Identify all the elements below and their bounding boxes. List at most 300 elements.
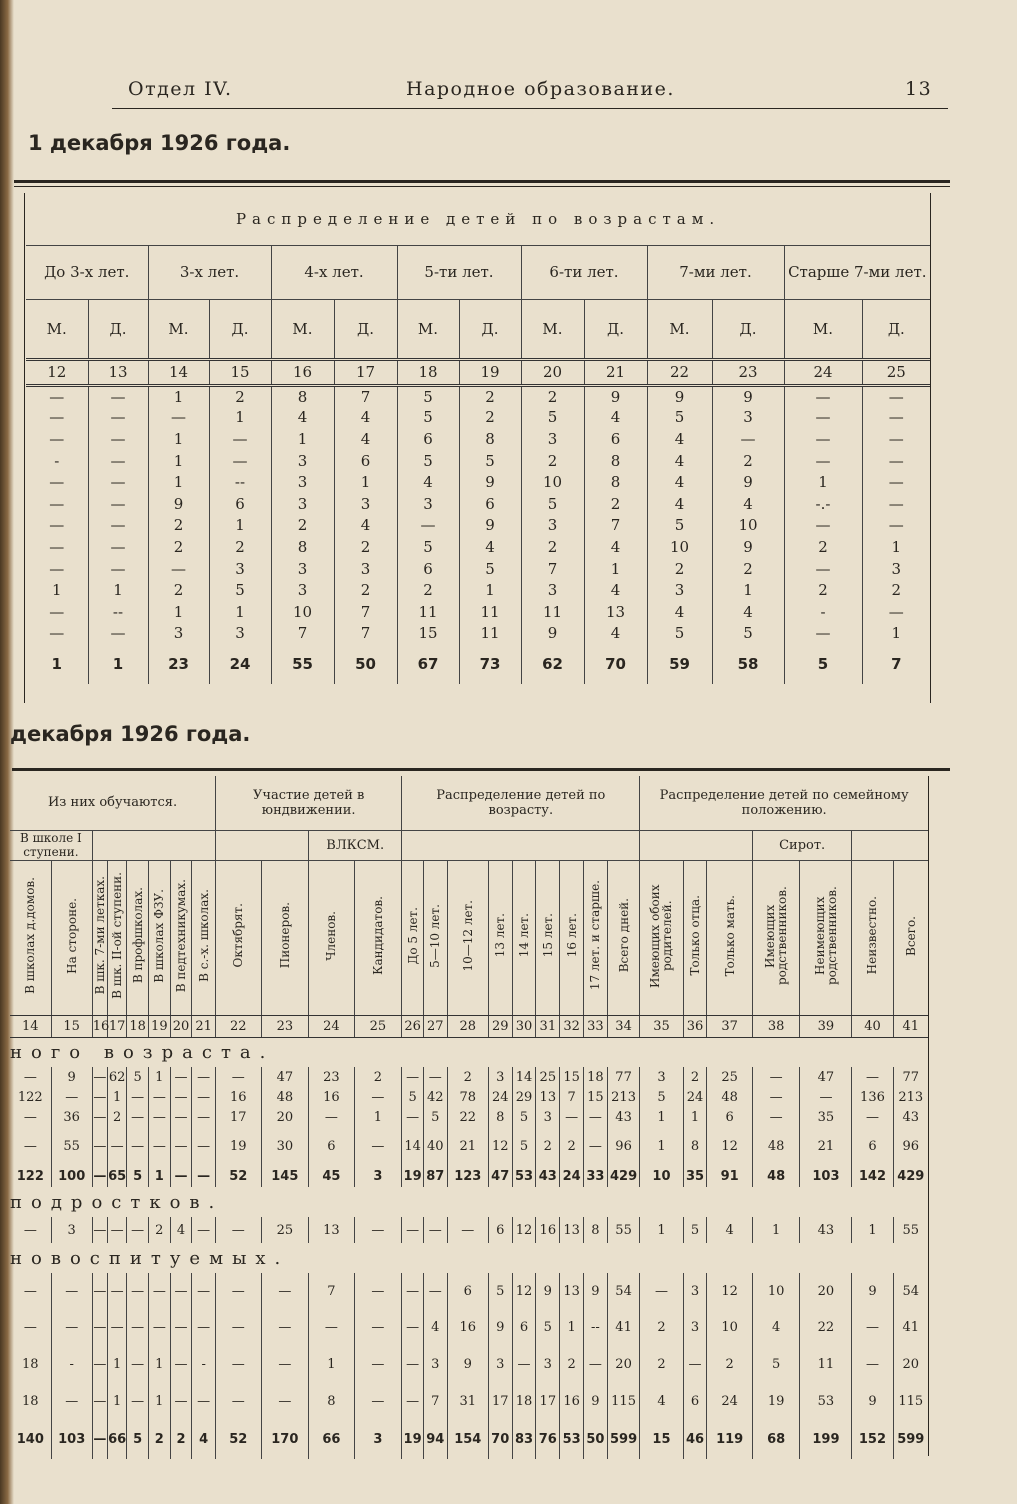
cell: 1 [51,655,62,674]
cell: — [862,407,930,429]
cell: 2 [784,579,862,601]
cell: — [170,1345,192,1383]
cell: 1 [640,1127,683,1165]
cell: 18 [584,1067,608,1087]
cell: 7 [862,644,930,684]
cell: 55 [271,644,334,684]
cell: 11 [459,601,521,623]
cell: 18 [127,1015,149,1037]
cell: 1 [149,1383,171,1419]
cell: 5 [752,1345,800,1383]
cell: 14 [512,1067,536,1087]
cell: 4 [647,493,712,515]
cell: 26 [402,1015,424,1037]
cell: 77 [607,1067,640,1087]
table-row [26,450,930,472]
cell: — [354,1345,402,1383]
cell: 7 [521,558,584,580]
cell: 10 [271,601,334,623]
cell: — [862,471,930,493]
cell: 4 [397,471,459,493]
column-header-label: В с.-х. школах. [196,889,211,982]
cell: 52 [216,1165,261,1187]
cell: 2 [149,1419,171,1459]
cell: 2 [712,450,784,472]
cell: 65 [107,1165,126,1187]
cell: 35 [640,1015,683,1037]
column-header [584,860,608,1015]
cell: 4 [584,623,647,645]
cell: 16 [560,1383,584,1419]
table-row [26,471,930,493]
cell: 5 [459,450,521,472]
cell: — [23,1109,37,1125]
cell: 5 [127,1419,149,1459]
cell: 4 [647,450,712,472]
cell: 3 [397,493,459,515]
cell: 8 [488,1107,512,1127]
cell: 17 [334,359,397,385]
table-row [26,385,930,407]
cell: 10 [521,471,584,493]
column-header [107,860,126,1015]
group-c-header: Распределение детей по возрасту. [402,776,640,830]
cell: 17 [216,1107,261,1127]
cell: — [752,1087,800,1107]
cell: 10 [640,1165,683,1187]
section-title: ного возраста. [10,1041,275,1063]
cell: 9 [584,1383,608,1419]
cell: 1 [209,601,271,623]
cell: — [402,1309,424,1345]
cell: 1 [148,601,209,623]
sub-b0-blank [216,830,309,860]
cell: 25 [707,1067,752,1087]
cell: 7 [334,385,397,407]
cell: — [107,1217,126,1243]
cell: 4 [584,407,647,429]
table1-top-header: Распределение детей по возрастам. [26,193,930,245]
sex-header: М. [521,299,584,359]
cell: 9 [712,536,784,558]
cell: 3 [51,1217,92,1243]
cell: 45 [309,1165,354,1187]
cell: 78 [447,1087,488,1107]
cell: 15 [209,359,271,385]
cell: 96 [893,1127,928,1165]
column-header [309,860,354,1015]
cell: — [852,1309,893,1345]
table1-top-rule [14,180,950,183]
cell: 50 [584,1419,608,1459]
table-row [10,1067,928,1087]
cell: 28 [447,1015,488,1037]
cell: 1 [354,1107,402,1127]
column-header-label: 16 лет. [564,913,579,958]
header-rule [112,108,948,109]
column-header-label: Имеющих обоих родителей. [648,883,675,988]
section-title: Народное образование. [406,78,675,100]
cell: 599 [607,1419,640,1459]
cell: — [862,493,930,515]
cell: 3 [536,1107,560,1127]
cell: 9 [521,623,584,645]
cell: 3 [647,579,712,601]
cell: 6 [852,1127,893,1165]
cell: 429 [893,1165,928,1187]
cell: 170 [261,1419,309,1459]
sex-header: Д. [584,299,647,359]
cell: 5 [488,1273,512,1309]
column-header [707,860,752,1015]
cell: 1 [560,1309,584,1345]
cell: 6 [397,558,459,580]
cell: - [192,1345,216,1383]
cell: 2 [148,515,209,537]
cell: 7 [309,1273,354,1309]
column-header-label: 14 лет. [517,913,532,958]
column-header [423,860,447,1015]
column-header [261,860,309,1015]
cell: 2 [334,536,397,558]
cell: 8 [271,385,334,407]
cell: 5 [521,407,584,429]
table-row [26,515,930,537]
cell: 59 [647,644,712,684]
cell: 9 [584,1273,608,1309]
cell: 66 [309,1419,354,1459]
cell: 5 [127,1165,149,1187]
column-header-label: Кандидатов. [370,896,385,975]
cell: — [127,1309,149,1345]
table-row [26,407,930,429]
cell: — [148,558,209,580]
table-row [26,428,930,450]
cell: — [784,385,862,407]
cell: — [192,1165,216,1187]
cell: 5 [640,1087,683,1107]
cell: 6 [488,1217,512,1243]
children-status-table [10,776,928,1459]
cell: — [49,624,65,643]
cell: — [862,450,930,472]
cell: — [127,1217,149,1243]
sex-header: М. [26,299,88,359]
cell: — [584,1127,608,1165]
cell: 5 [647,407,712,429]
cell: 4 [459,536,521,558]
cell: — [92,1419,107,1459]
cell: — [402,1067,424,1087]
cell: 52 [216,1419,261,1459]
table1-title: 1 декабря 1926 года. [28,131,291,155]
cell: 9 [51,1067,92,1087]
cell: — [23,1319,37,1335]
cell: 8 [309,1383,354,1419]
group-header: Старше 7-ми лет. [784,245,930,299]
group-d-header: Распределение детей по семейному положению. [640,776,928,830]
column-header [800,860,852,1015]
cell: 5 [712,623,784,645]
cell: 30 [512,1015,536,1037]
cell: — [149,1309,171,1345]
cell: — [88,407,148,429]
table2-right-border [928,776,929,1456]
cell: 19 [149,1015,171,1037]
cell: — [752,1067,800,1087]
cell: — [127,1127,149,1165]
cell: 50 [334,644,397,684]
column-header-label: Пионеров. [277,902,292,969]
cell: 22 [447,1107,488,1127]
cell: 32 [560,1015,584,1037]
cell: 6 [584,428,647,450]
cell: — [88,536,148,558]
cell: 1 [148,471,209,493]
cell: 140 [16,1431,44,1447]
cell: 3 [488,1067,512,1087]
cell: 2 [170,1419,192,1459]
cell: 7 [584,515,647,537]
cell: 73 [459,644,521,684]
table1-top-rule-thin [14,186,950,187]
cell: — [261,1273,309,1309]
cell: 19 [459,359,521,385]
cell: 1 [107,1345,126,1383]
sex-header: М. [784,299,862,359]
cell: — [88,558,148,580]
cell: — [92,1309,107,1345]
cell: 6 [397,428,459,450]
cell: 4 [712,493,784,515]
cell: 213 [893,1087,928,1107]
cell: 7 [334,601,397,623]
cell: 2 [640,1309,683,1345]
cell: 18 [22,1393,39,1409]
cell: 1 [149,1165,171,1187]
cell: 1 [209,515,271,537]
cell: 13 [88,359,148,385]
cell: 14 [148,359,209,385]
cell: 20 [521,359,584,385]
cell: 70 [584,644,647,684]
cell: 20 [261,1107,309,1127]
cell: — [92,1217,107,1243]
cell: 23 [712,359,784,385]
cell: 23 [148,644,209,684]
cell: 31 [536,1015,560,1037]
column-header [10,860,51,1015]
cell: 5 [402,1087,424,1107]
cell: — [862,385,930,407]
cell: 4 [334,407,397,429]
column-header [51,860,92,1015]
cell: 2 [354,1067,402,1087]
cell: 31 [447,1383,488,1419]
cell: 11 [800,1345,852,1383]
cell: 142 [852,1165,893,1187]
cell: 40 [423,1127,447,1165]
cell: 25 [536,1067,560,1087]
cell: 115 [893,1383,928,1419]
cell: 40 [852,1015,893,1037]
sub-d1-header: Сирот. [752,830,852,860]
cell: — [784,407,862,429]
total-row [10,1165,928,1187]
cell: 17 [488,1383,512,1419]
cell: — [192,1309,216,1345]
cell: — [800,1087,852,1107]
cell: — [170,1165,192,1187]
cell: 6 [707,1107,752,1127]
cell: — [683,1345,707,1383]
column-header [127,860,149,1015]
column-header [512,860,536,1015]
cell: 48 [752,1127,800,1165]
section-row [10,1187,928,1217]
cell: 8 [271,536,334,558]
cell: — [88,623,148,645]
cell: 36 [683,1015,707,1037]
column-header-label: 10—12 лет. [460,899,475,972]
table-row [26,623,930,645]
sub-a1-header: В школе I ступени. [10,830,92,860]
column-header [216,860,261,1015]
cell: — [261,1345,309,1383]
cell: 5 [521,493,584,515]
cell: 9 [488,1309,512,1345]
cell: — [149,1107,171,1127]
cell: — [784,428,862,450]
cell: — [852,1107,893,1127]
cell: 19 [402,1419,424,1459]
cell: 122 [17,1089,43,1105]
cell: 5 [647,515,712,537]
sex-header: М. [271,299,334,359]
cell: 3 [862,558,930,580]
cell: 15 [560,1067,584,1087]
cell: 43 [536,1165,560,1187]
cell: 2 [271,515,334,537]
cell: — [92,1127,107,1165]
cell: 25 [354,1015,402,1037]
cell: — [862,601,930,623]
cell: 13 [560,1273,584,1309]
cell: 25 [862,359,930,385]
cell: 2 [862,579,930,601]
cell: 3 [683,1309,707,1345]
cell: 10 [647,536,712,558]
cell: 3 [354,1165,402,1187]
cell: — [784,515,862,537]
cell: 77 [893,1067,928,1087]
cell: 3 [271,450,334,472]
cell: — [92,1345,107,1383]
table-row [26,601,930,623]
cell: 3 [148,623,209,645]
cell: 1 [107,1383,126,1419]
cell: 3 [271,558,334,580]
cell: — [88,471,148,493]
cell: 5 [397,407,459,429]
cell: 15 [584,1087,608,1107]
cell: 7 [560,1087,584,1107]
cell: 2 [536,1127,560,1165]
table2-body [10,1015,928,1459]
cell: 35 [800,1107,852,1127]
sub-d0-blank [640,830,753,860]
column-header-label: Неимеющих родственников. [812,886,839,985]
cell: — [49,559,65,578]
cell: — [107,1127,126,1165]
cell: — [51,1309,92,1345]
cell: - [54,451,60,470]
cell: 9 [459,515,521,537]
cell: 12 [707,1127,752,1165]
cell: — [23,1222,37,1238]
table-row [10,1383,928,1419]
cell: 2 [107,1107,126,1127]
cell: 2 [148,579,209,601]
cell: 54 [607,1273,640,1309]
cell: 43 [800,1217,852,1243]
group-header: До 3-х лет. [26,245,148,299]
cell: 13 [584,601,647,623]
cell: — [584,1345,608,1383]
cell: 22 [800,1309,852,1345]
cell: — [216,1067,261,1087]
cell: — [92,1383,107,1419]
cell: — [170,1087,192,1107]
cell: 24 [683,1087,707,1107]
cell: 37 [707,1015,752,1037]
group-header: 3-х лет. [148,245,271,299]
cell: — [23,1138,37,1154]
cell: 23 [309,1067,354,1087]
cell: 213 [607,1087,640,1107]
cell: 2 [148,536,209,558]
cell: 6 [459,493,521,515]
cell: 48 [261,1087,309,1107]
cell: 3 [521,515,584,537]
cell: 1 [712,579,784,601]
cell: 20 [893,1345,928,1383]
cell: 1 [309,1345,354,1383]
cell: 5 [784,644,862,684]
cell: 2 [447,1067,488,1087]
column-header-label: Только мать. [722,894,737,977]
cell: 6 [334,450,397,472]
cell: 1 [88,644,148,684]
cell: 1 [148,385,209,407]
cell: 5 [683,1217,707,1243]
cell: — [88,428,148,450]
cell: — [149,1127,171,1165]
cell: — [209,428,271,450]
cell: 9 [712,471,784,493]
cell: — [49,537,65,556]
cell: 11 [459,623,521,645]
cell: 41 [893,1015,928,1037]
cell: 41 [607,1309,640,1345]
cell: 15 [397,623,459,645]
cell: 1 [271,428,334,450]
cell: — [192,1087,216,1107]
cell: — [88,515,148,537]
cell: — [127,1273,149,1309]
cell: 16 [92,1015,107,1037]
cell: 10 [707,1309,752,1345]
